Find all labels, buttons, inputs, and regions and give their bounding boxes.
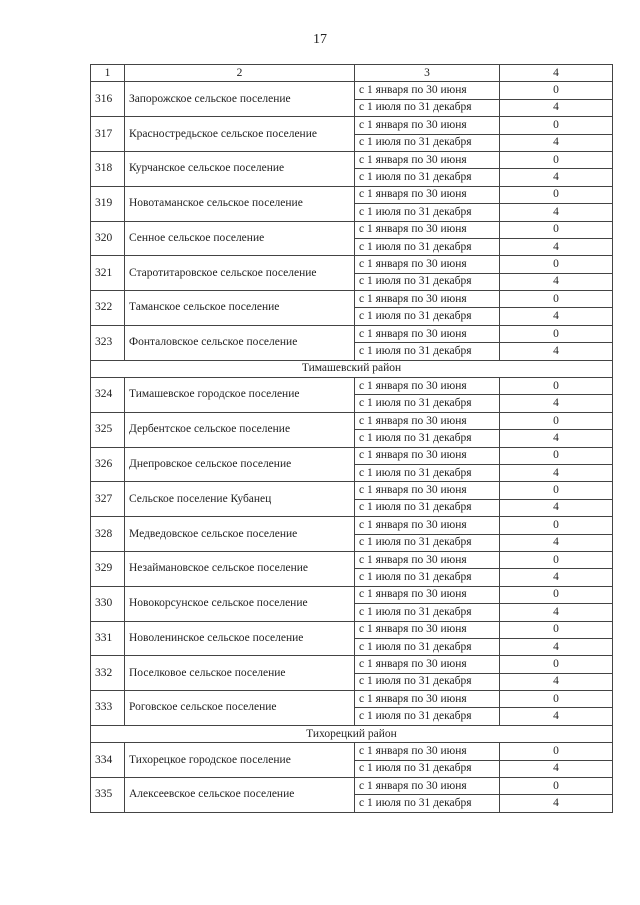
value-cell: 0 — [500, 82, 613, 99]
district-name: Тихорецкий район — [91, 725, 613, 742]
period-cell: с 1 января по 30 июня — [355, 586, 500, 603]
value-cell: 0 — [500, 256, 613, 273]
table-row — [91, 117, 613, 134]
period-cell: с 1 июля по 31 декабря — [355, 464, 500, 481]
settlement-name: Днепровское сельское поселение — [125, 447, 355, 482]
value-cell: 4 — [500, 708, 613, 725]
period-cell: с 1 июля по 31 декабря — [355, 169, 500, 186]
table-row — [91, 778, 613, 795]
value-cell: 4 — [500, 238, 613, 255]
header-col-2: 2 — [125, 65, 355, 82]
value-cell: 0 — [500, 117, 613, 134]
value-cell: 4 — [500, 499, 613, 516]
value-cell: 4 — [500, 169, 613, 186]
table-row — [91, 412, 613, 429]
period-cell: с 1 января по 30 июня — [355, 447, 500, 464]
value-cell: 4 — [500, 308, 613, 325]
value-cell: 4 — [500, 760, 613, 777]
period-cell: с 1 июля по 31 декабря — [355, 760, 500, 777]
period-cell: с 1 июля по 31 декабря — [355, 343, 500, 360]
schedule-table — [90, 64, 613, 813]
row-number: 330 — [91, 586, 125, 621]
table-row — [91, 551, 613, 568]
value-cell: 0 — [500, 517, 613, 534]
table-row — [91, 621, 613, 638]
value-cell: 4 — [500, 395, 613, 412]
period-cell: с 1 июля по 31 декабря — [355, 308, 500, 325]
period-cell: с 1 января по 30 июня — [355, 743, 500, 760]
row-number: 324 — [91, 378, 125, 413]
value-cell: 0 — [500, 551, 613, 568]
row-number: 321 — [91, 256, 125, 291]
period-cell: с 1 июля по 31 декабря — [355, 430, 500, 447]
value-cell: 0 — [500, 325, 613, 342]
period-cell: с 1 января по 30 июня — [355, 621, 500, 638]
value-cell: 4 — [500, 795, 613, 812]
row-number: 319 — [91, 186, 125, 221]
settlement-name: Красностредьское сельское поселение — [125, 117, 355, 152]
value-cell: 0 — [500, 482, 613, 499]
value-cell: 0 — [500, 186, 613, 203]
header-col-3: 3 — [355, 65, 500, 82]
period-cell: с 1 июля по 31 декабря — [355, 604, 500, 621]
value-cell: 4 — [500, 273, 613, 290]
table-row — [91, 517, 613, 534]
settlement-name: Старотитаровское сельское поселение — [125, 256, 355, 291]
value-cell: 4 — [500, 673, 613, 690]
period-cell: с 1 июля по 31 декабря — [355, 795, 500, 812]
value-cell: 4 — [500, 204, 613, 221]
header-row — [91, 65, 613, 82]
table-row — [91, 291, 613, 308]
settlement-name: Запорожское сельское поселение — [125, 82, 355, 117]
settlement-name: Алексеевское сельское поселение — [125, 778, 355, 813]
row-number: 326 — [91, 447, 125, 482]
district-name: Тимашевский район — [91, 360, 613, 377]
row-number: 331 — [91, 621, 125, 656]
value-cell: 4 — [500, 343, 613, 360]
row-number: 323 — [91, 325, 125, 360]
value-cell: 4 — [500, 464, 613, 481]
period-cell: с 1 января по 30 июня — [355, 256, 500, 273]
period-cell: с 1 июля по 31 декабря — [355, 238, 500, 255]
period-cell: с 1 января по 30 июня — [355, 517, 500, 534]
value-cell: 0 — [500, 412, 613, 429]
settlement-name: Дербентское сельское поселение — [125, 412, 355, 447]
period-cell: с 1 июля по 31 декабря — [355, 673, 500, 690]
settlement-name: Тихорецкое городское поселение — [125, 743, 355, 778]
settlement-name: Новокорсунское сельское поселение — [125, 586, 355, 621]
value-cell: 4 — [500, 604, 613, 621]
period-cell: с 1 января по 30 июня — [355, 412, 500, 429]
value-cell: 4 — [500, 134, 613, 151]
value-cell: 0 — [500, 691, 613, 708]
value-cell: 0 — [500, 778, 613, 795]
table-row — [91, 256, 613, 273]
row-number: 334 — [91, 743, 125, 778]
period-cell: с 1 января по 30 июня — [355, 186, 500, 203]
value-cell: 4 — [500, 534, 613, 551]
value-cell: 4 — [500, 638, 613, 655]
settlement-name: Поселковое сельское поселение — [125, 656, 355, 691]
period-cell: с 1 января по 30 июня — [355, 656, 500, 673]
period-cell: с 1 июля по 31 декабря — [355, 395, 500, 412]
period-cell: с 1 января по 30 июня — [355, 778, 500, 795]
table-row — [91, 378, 613, 395]
table-row — [91, 186, 613, 203]
period-cell: с 1 июля по 31 декабря — [355, 134, 500, 151]
settlement-name: Курчанское сельское поселение — [125, 151, 355, 186]
header-col-4: 4 — [500, 65, 613, 82]
table-row — [91, 586, 613, 603]
settlement-name: Тимашевское городское поселение — [125, 378, 355, 413]
table-row — [91, 691, 613, 708]
page-number: 17 — [313, 32, 327, 47]
value-cell: 0 — [500, 151, 613, 168]
value-cell: 4 — [500, 99, 613, 116]
settlement-name: Фонталовское сельское поселение — [125, 325, 355, 360]
row-number: 317 — [91, 117, 125, 152]
row-number: 332 — [91, 656, 125, 691]
period-cell: с 1 января по 30 июня — [355, 325, 500, 342]
settlement-name: Сельское поселение Кубанец — [125, 482, 355, 517]
row-number: 328 — [91, 517, 125, 552]
row-number: 325 — [91, 412, 125, 447]
settlement-name: Роговское сельское поселение — [125, 691, 355, 726]
table-row — [91, 743, 613, 760]
row-number: 320 — [91, 221, 125, 256]
period-cell: с 1 января по 30 июня — [355, 482, 500, 499]
table-row — [91, 447, 613, 464]
row-number: 329 — [91, 551, 125, 586]
row-number: 322 — [91, 291, 125, 326]
settlement-name: Таманское сельское поселение — [125, 291, 355, 326]
period-cell: с 1 июля по 31 декабря — [355, 569, 500, 586]
table-row — [91, 482, 613, 499]
period-cell: с 1 января по 30 июня — [355, 151, 500, 168]
period-cell: с 1 января по 30 июня — [355, 82, 500, 99]
settlement-name: Новотаманское сельское поселение — [125, 186, 355, 221]
row-number: 327 — [91, 482, 125, 517]
value-cell: 0 — [500, 378, 613, 395]
value-cell: 0 — [500, 621, 613, 638]
value-cell: 4 — [500, 569, 613, 586]
settlement-name: Сенное сельское поселение — [125, 221, 355, 256]
settlement-name: Незаймановское сельское поселение — [125, 551, 355, 586]
period-cell: с 1 июля по 31 декабря — [355, 499, 500, 516]
table-row — [91, 151, 613, 168]
value-cell: 4 — [500, 430, 613, 447]
value-cell: 0 — [500, 743, 613, 760]
period-cell: с 1 июля по 31 декабря — [355, 708, 500, 725]
period-cell: с 1 января по 30 июня — [355, 221, 500, 238]
period-cell: с 1 января по 30 июня — [355, 691, 500, 708]
period-cell: с 1 июля по 31 декабря — [355, 534, 500, 551]
settlement-name: Новоленинское сельское поселение — [125, 621, 355, 656]
table-body — [91, 65, 613, 813]
settlement-name: Медведовское сельское поселение — [125, 517, 355, 552]
period-cell: с 1 января по 30 июня — [355, 117, 500, 134]
row-number: 333 — [91, 691, 125, 726]
period-cell: с 1 июля по 31 декабря — [355, 638, 500, 655]
table-row — [91, 325, 613, 342]
header-col-1: 1 — [91, 65, 125, 82]
table-row — [91, 82, 613, 99]
period-cell: с 1 января по 30 июня — [355, 551, 500, 568]
period-cell: с 1 июля по 31 декабря — [355, 204, 500, 221]
period-cell: с 1 января по 30 июня — [355, 291, 500, 308]
district-row — [91, 725, 613, 742]
table-row — [91, 656, 613, 673]
row-number: 316 — [91, 82, 125, 117]
period-cell: с 1 января по 30 июня — [355, 378, 500, 395]
value-cell: 0 — [500, 221, 613, 238]
value-cell: 0 — [500, 291, 613, 308]
table-row — [91, 221, 613, 238]
district-row — [91, 360, 613, 377]
row-number: 318 — [91, 151, 125, 186]
value-cell: 0 — [500, 586, 613, 603]
period-cell: с 1 июля по 31 декабря — [355, 99, 500, 116]
row-number: 335 — [91, 778, 125, 813]
value-cell: 0 — [500, 447, 613, 464]
period-cell: с 1 июля по 31 декабря — [355, 273, 500, 290]
value-cell: 0 — [500, 656, 613, 673]
